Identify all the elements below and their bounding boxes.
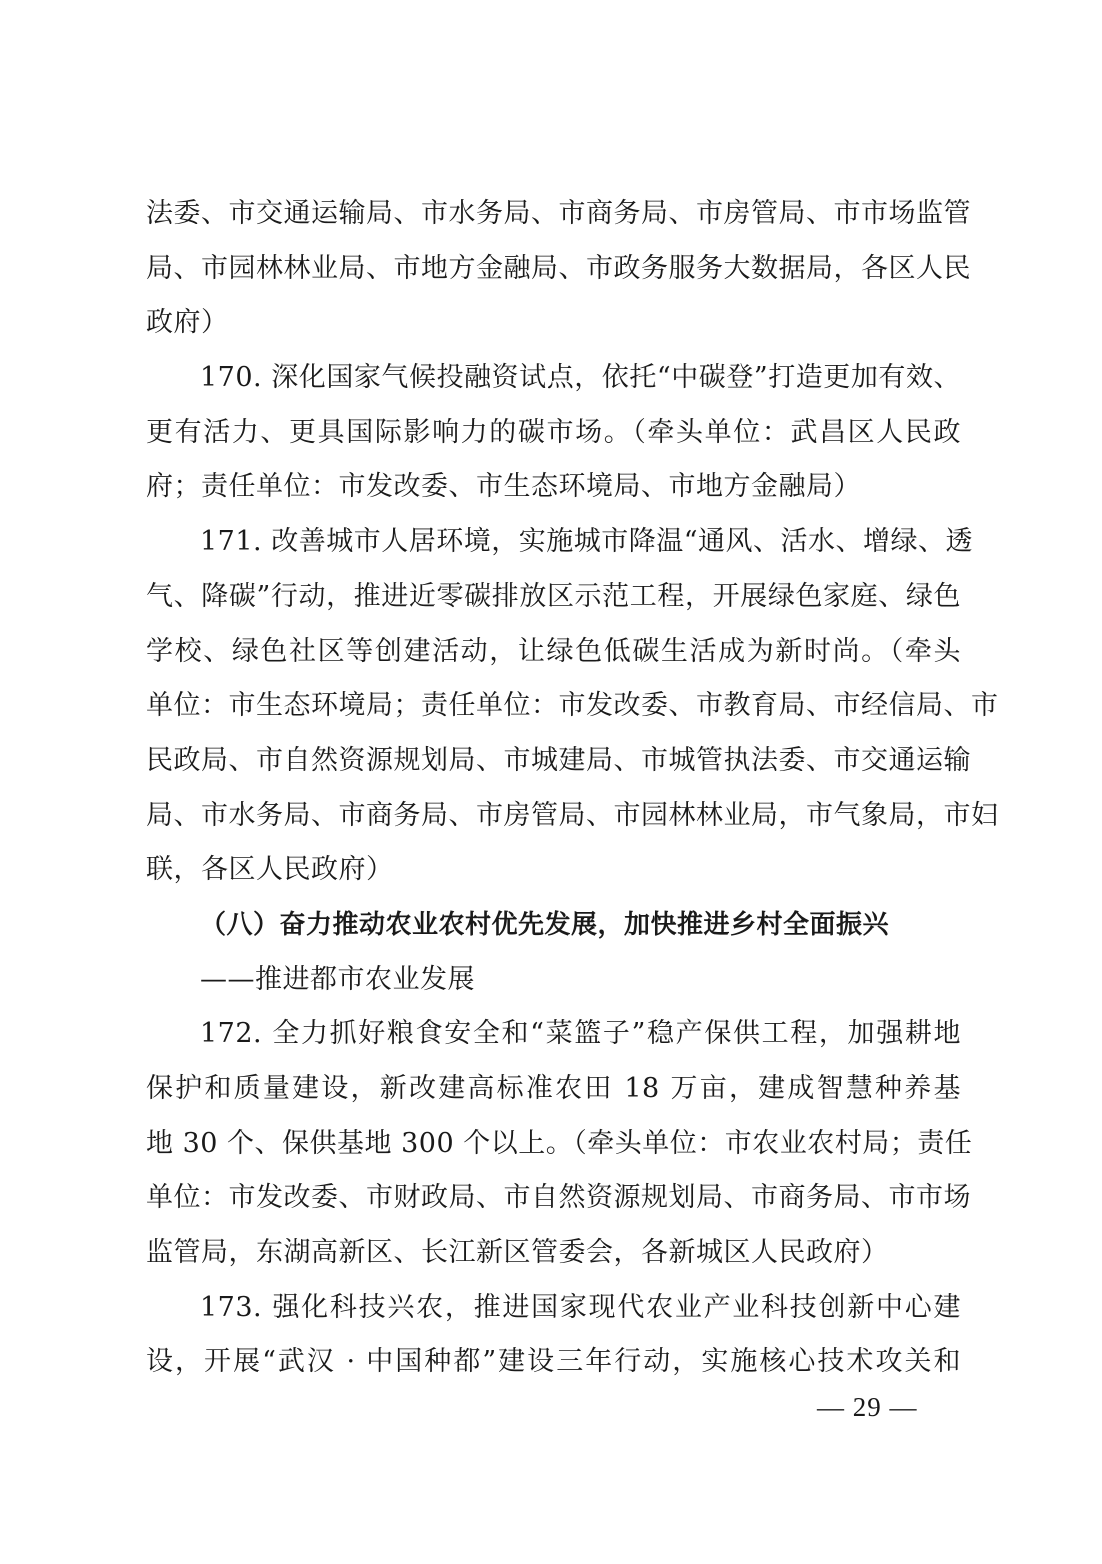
text-line: （八）奋力推动农业农村优先发展，加快推进乡村全面振兴 xyxy=(200,909,890,940)
text-line: 单位：市生态环境局；责任单位：市发改委、市教育局、市经信局、市 xyxy=(146,690,999,722)
document-body xyxy=(146,187,999,1390)
text-line: 监管局，东湖高新区、长江新区管委会，各新城区人民政府） xyxy=(146,1237,889,1269)
text-line: 170. 深化国家气候投融资试点，依托“中碳登”打造更加有效、 xyxy=(200,362,961,394)
text-line: 地 30 个、保供基地 300 个以上。（牵头单位：市农业农村局；责任 xyxy=(146,1127,973,1159)
paragraph xyxy=(146,1007,973,1280)
section-heading xyxy=(146,898,961,953)
paragraph xyxy=(146,187,971,351)
text-line: 府；责任单位：市发改委、市生态环境局、市地方金融局） xyxy=(146,471,861,503)
text-line: 保护和质量建设，新改建高标准农田 18 万亩，建成智慧种养基 xyxy=(146,1073,961,1104)
paragraph xyxy=(146,515,999,898)
text-line: 更有活力、更具国际影响力的碳市场。（牵头单位：武昌区人民政 xyxy=(146,416,961,448)
text-line: 气、降碳”行动，推进近零碳排放区示范工程，开展绿色家庭、绿色 xyxy=(146,580,961,612)
text-line: 单位：市发改委、市财政局、市自然资源规划局、市商务局、市市场 xyxy=(146,1182,971,1214)
text-line: 173. 强化科技兴农，推进国家现代农业产业科技创新中心建 xyxy=(200,1291,961,1323)
text-line: 联，各区人民政府） xyxy=(146,854,394,886)
paragraph xyxy=(146,1281,961,1390)
text-line: 172. 全力抓好粮食安全和“菜篮子”稳产保供工程，加强耕地 xyxy=(200,1018,961,1050)
page-number: — 29 — xyxy=(817,1392,918,1422)
paragraph xyxy=(146,351,961,515)
text-line: 民政局、市自然资源规划局、市城建局、市城管执法委、市交通运输 xyxy=(146,744,971,776)
section-subheading xyxy=(146,953,961,1008)
text-line: 学校、绿色社区等创建活动，让绿色低碳生活成为新时尚。（牵头 xyxy=(146,635,961,667)
text-line: 171. 改善城市人居环境，实施城市降温“通风、活水、增绿、透 xyxy=(200,526,974,558)
text-line: 设，开展“武汉 · 中国种都”建设三年行动，实施核心技术攻关和 xyxy=(146,1346,961,1378)
text-line: 法委、市交通运输局、市水务局、市商务局、市房管局、市市场监管 xyxy=(146,198,971,229)
text-line: 局、市园林林业局、市地方金融局、市政务服务大数据局，各区人民 xyxy=(146,252,971,284)
text-line: ——推进都市农业发展 xyxy=(200,963,475,995)
text-line: 政府） xyxy=(146,307,229,339)
text-line: 局、市水务局、市商务局、市房管局、市园林林业局，市气象局，市妇 xyxy=(146,799,999,831)
